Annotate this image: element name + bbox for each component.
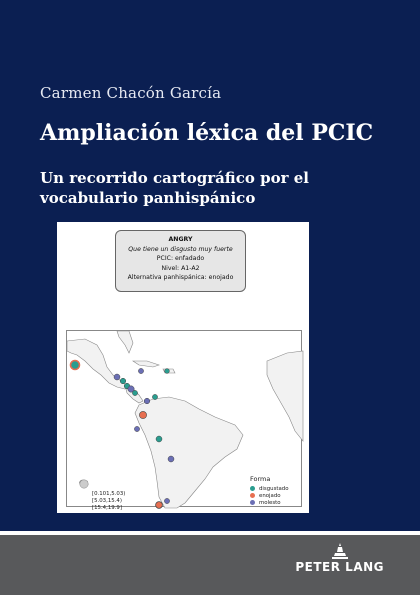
map-point bbox=[144, 398, 150, 404]
swatch-disgustado bbox=[250, 486, 255, 491]
legend-forma-label: enojado bbox=[259, 492, 281, 499]
map-point bbox=[156, 436, 162, 442]
legend-forma bbox=[250, 475, 289, 506]
publisher-block bbox=[295, 543, 384, 574]
legend-gr-range: [0.101,5.03) bbox=[92, 490, 126, 497]
map-point bbox=[71, 361, 80, 370]
legend-gr bbox=[79, 479, 125, 511]
publisher-name: PETER LANG bbox=[295, 560, 384, 574]
info-alternativa: Alternativa panhispánica: enojado bbox=[127, 274, 234, 282]
publisher-logo-icon bbox=[331, 543, 349, 559]
map-point bbox=[164, 498, 169, 503]
info-nivel: Nivel: A1-A2 bbox=[161, 264, 200, 272]
author-name: Carmen Chacón García bbox=[40, 84, 222, 102]
map-point bbox=[138, 368, 143, 373]
map-point bbox=[139, 411, 146, 418]
legend-gr-range: [15.4,19.9] bbox=[92, 504, 122, 511]
cover-figure bbox=[57, 222, 309, 513]
info-box bbox=[115, 230, 246, 292]
legend-forma-label: molesto bbox=[259, 499, 281, 506]
map-point bbox=[120, 378, 126, 384]
legend-forma-row bbox=[250, 485, 289, 492]
landmass-africa bbox=[267, 351, 303, 441]
map-point bbox=[114, 374, 120, 380]
legend-forma-row bbox=[250, 499, 289, 506]
map-point bbox=[156, 502, 163, 509]
info-definition: Que tiene un disgusto muy fuerte bbox=[128, 245, 233, 253]
book-title: Ampliación léxica del PCIC bbox=[40, 120, 374, 146]
map-point bbox=[134, 426, 139, 431]
legend-gr-range: [5.03,15.4) bbox=[92, 497, 122, 504]
legend-forma-title: Forma bbox=[250, 475, 271, 483]
landmass-cuba bbox=[133, 361, 159, 367]
legend-forma-row bbox=[250, 492, 289, 499]
info-pcic: PCIC: enfadado bbox=[156, 255, 205, 263]
swatch-enojado bbox=[250, 493, 255, 498]
legend-forma-label: disgustado bbox=[259, 485, 289, 492]
legend-gr-row bbox=[79, 490, 125, 497]
info-heading: ANGRY bbox=[168, 236, 193, 243]
legend-gr-row bbox=[79, 504, 125, 511]
book-subtitle: Un recorrido cartográfico por el vocabulario panhispánico bbox=[40, 169, 309, 207]
map-point bbox=[152, 394, 157, 399]
legend-gr-row bbox=[79, 497, 125, 504]
swatch-molesto bbox=[250, 500, 255, 505]
map-point bbox=[132, 390, 137, 395]
map-point bbox=[168, 456, 174, 462]
landmass-south-america bbox=[135, 397, 243, 508]
map-panel bbox=[66, 330, 302, 511]
map-point bbox=[165, 369, 170, 374]
landmass-florida bbox=[117, 331, 133, 353]
